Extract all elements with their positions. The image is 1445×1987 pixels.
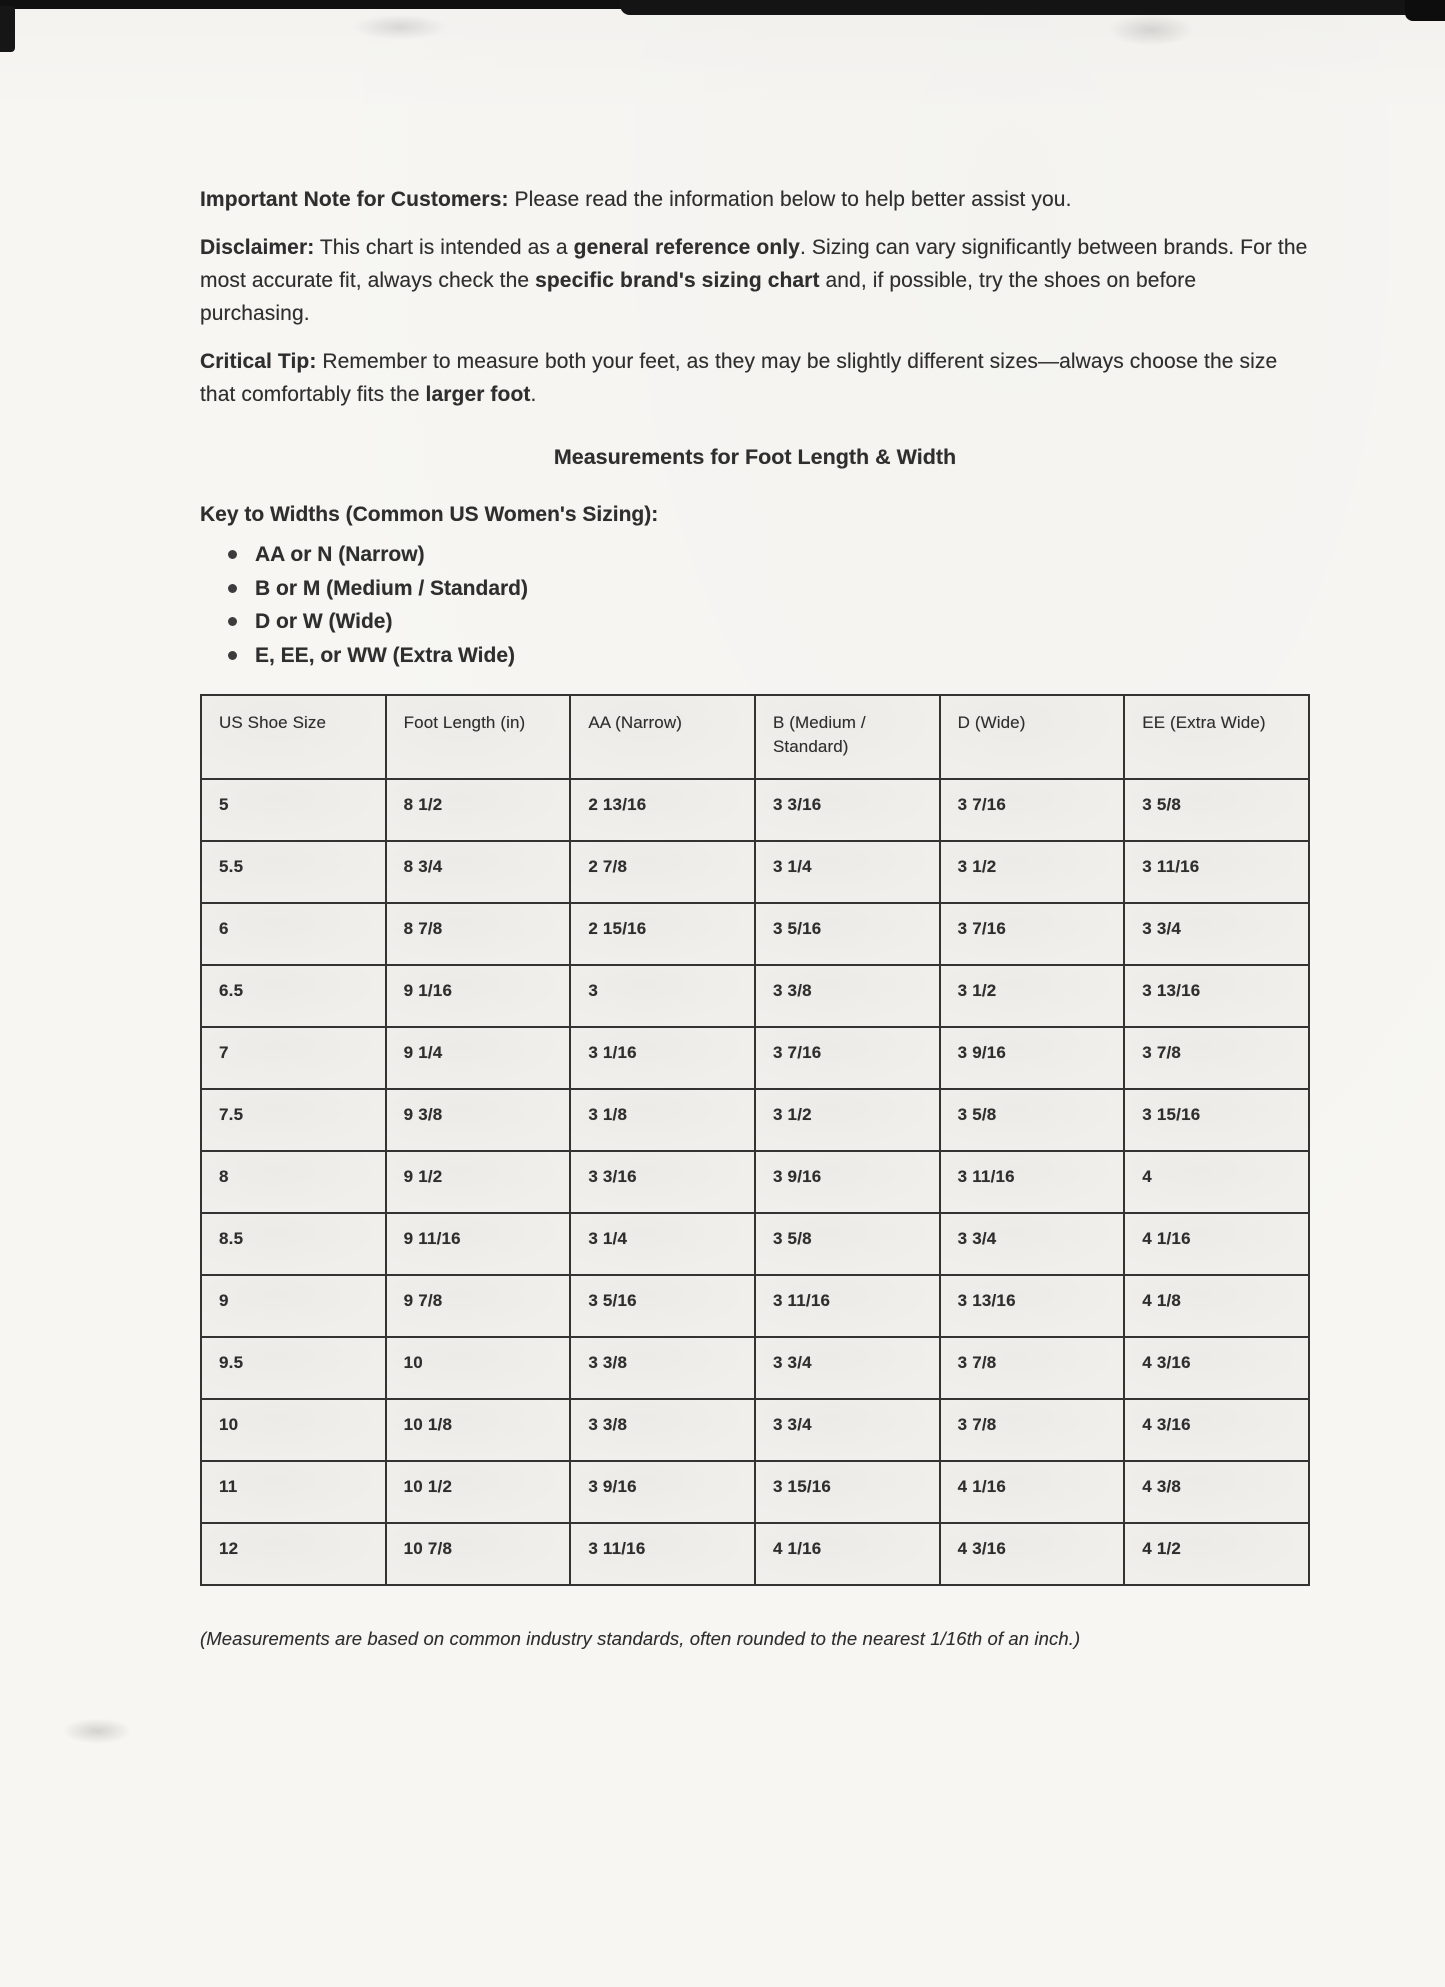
size-table bbox=[200, 694, 1310, 1586]
table-cell: 3 5/8 bbox=[1124, 779, 1309, 841]
table-cell: 3 5/8 bbox=[755, 1213, 940, 1275]
table-cell: 12 bbox=[201, 1523, 386, 1585]
table-cell: 7.5 bbox=[201, 1089, 386, 1151]
table-cell: 8 7/8 bbox=[386, 903, 571, 965]
table-cell: 11 bbox=[201, 1461, 386, 1523]
critical-tip-text: Remember to measure both your feet, as they may be slightly different sizes—always choose the size that comfortably fits the bbox=[200, 350, 1278, 406]
table-cell: 9 1/16 bbox=[386, 965, 571, 1027]
table-cell: 3 11/16 bbox=[940, 1151, 1125, 1213]
width-key-item bbox=[228, 538, 1310, 572]
table-row bbox=[201, 1027, 1309, 1089]
table-cell: 3 13/16 bbox=[1124, 965, 1309, 1027]
table-cell: 3 3/16 bbox=[570, 1151, 755, 1213]
table-row bbox=[201, 1337, 1309, 1399]
table-row bbox=[201, 1089, 1309, 1151]
table-cell: 3 7/8 bbox=[940, 1399, 1125, 1461]
bullet-icon bbox=[228, 651, 237, 660]
table-cell: 5.5 bbox=[201, 841, 386, 903]
table-cell: 3 7/8 bbox=[940, 1337, 1125, 1399]
table-row bbox=[201, 1213, 1309, 1275]
table-cell: 3 1/8 bbox=[570, 1089, 755, 1151]
table-cell: 3 9/16 bbox=[755, 1151, 940, 1213]
table-cell: 3 5/16 bbox=[755, 903, 940, 965]
table-cell: 3 3/4 bbox=[755, 1399, 940, 1461]
footnote: (Measurements are based on common industry standards, often rounded to the nearest 1/16th of an inch.) bbox=[200, 1628, 1081, 1649]
table-cell: 3 15/16 bbox=[755, 1461, 940, 1523]
disclaimer-text: and, if possible, try the shoes on before purchasing. bbox=[200, 269, 1197, 325]
table-cell: 10 1/2 bbox=[386, 1461, 571, 1523]
table-cell: 9 7/8 bbox=[386, 1275, 571, 1337]
section-heading: Measurements for Foot Length & Width bbox=[553, 445, 957, 469]
table-cell: 3 1/16 bbox=[570, 1027, 755, 1089]
disclaimer-text: This chart is intended as a bbox=[314, 236, 574, 259]
scan-edge-top-corner bbox=[1405, 0, 1445, 21]
table-cell: 8 bbox=[201, 1151, 386, 1213]
table-cell: 3 7/8 bbox=[1124, 1027, 1309, 1089]
table-cell: 9.5 bbox=[201, 1337, 386, 1399]
table-cell: 3 13/16 bbox=[940, 1275, 1125, 1337]
table-cell: 3 11/16 bbox=[755, 1275, 940, 1337]
table-cell: 3 1/4 bbox=[570, 1213, 755, 1275]
table-row bbox=[201, 1523, 1309, 1585]
important-note-label: Important Note for Customers: bbox=[200, 188, 509, 211]
table-cell: 3 15/16 bbox=[1124, 1089, 1309, 1151]
table-cell: 3 3/4 bbox=[1124, 903, 1309, 965]
table-cell: 3 11/16 bbox=[1124, 841, 1309, 903]
table-cell: 6.5 bbox=[201, 965, 386, 1027]
table-cell: 10 7/8 bbox=[386, 1523, 571, 1585]
table-cell: 3 5/8 bbox=[940, 1089, 1125, 1151]
table-cell: 9 3/8 bbox=[386, 1089, 571, 1151]
bullet-icon bbox=[228, 550, 237, 559]
table-row bbox=[201, 965, 1309, 1027]
scan-edge-left-notch bbox=[0, 6, 15, 52]
table-cell: 3 1/2 bbox=[755, 1089, 940, 1151]
table-cell: 2 7/8 bbox=[570, 841, 755, 903]
table-cell: 3 3/8 bbox=[570, 1337, 755, 1399]
table-row bbox=[201, 1151, 1309, 1213]
critical-tip-text: . bbox=[530, 383, 537, 406]
table-cell: 3 7/16 bbox=[755, 1027, 940, 1089]
table-cell: 6 bbox=[201, 903, 386, 965]
disclaimer-text: . Sizing can vary significantly between brands. For the most accurate fit, always check the bbox=[200, 236, 1308, 292]
disclaimer-paragraph bbox=[200, 231, 1310, 330]
table-cell: 3 1/4 bbox=[755, 841, 940, 903]
disclaimer-bold-phrase: specific brand's sizing chart bbox=[535, 269, 820, 292]
table-cell: 9 1/2 bbox=[386, 1151, 571, 1213]
bullet-icon bbox=[228, 617, 237, 626]
table-cell: 10 bbox=[386, 1337, 571, 1399]
important-note-text: Please read the information below to help better assist you. bbox=[508, 188, 1072, 211]
width-key-item-label: B or M (Medium / Standard) bbox=[255, 576, 528, 600]
scan-smudge bbox=[62, 1718, 132, 1744]
critical-tip-paragraph bbox=[200, 345, 1310, 411]
table-row bbox=[201, 1399, 1309, 1461]
size-table-head bbox=[201, 695, 1309, 779]
table-row bbox=[201, 841, 1309, 903]
important-note-paragraph bbox=[200, 183, 1310, 216]
table-cell: 3 5/16 bbox=[570, 1275, 755, 1337]
table-cell: 3 3/4 bbox=[755, 1337, 940, 1399]
width-key-item bbox=[228, 605, 1310, 639]
size-table-body bbox=[201, 779, 1309, 1585]
column-header: D (Wide) bbox=[940, 695, 1125, 779]
table-row bbox=[201, 1461, 1309, 1523]
disclaimer-bold-phrase: general reference only bbox=[573, 236, 800, 259]
table-cell: 3 9/16 bbox=[940, 1027, 1125, 1089]
width-key-item bbox=[228, 639, 1310, 673]
table-cell: 5 bbox=[201, 779, 386, 841]
table-cell: 8.5 bbox=[201, 1213, 386, 1275]
width-key-title: Key to Widths (Common US Women's Sizing): bbox=[200, 503, 659, 526]
table-cell: 9 bbox=[201, 1275, 386, 1337]
table-cell: 2 13/16 bbox=[570, 779, 755, 841]
width-key-item-label: E, EE, or WW (Extra Wide) bbox=[255, 643, 515, 667]
table-cell: 3 9/16 bbox=[570, 1461, 755, 1523]
table-cell: 3 11/16 bbox=[570, 1523, 755, 1585]
column-header: Foot Length (in) bbox=[386, 695, 571, 779]
disclaimer-label: Disclaimer: bbox=[200, 236, 315, 259]
table-cell: 3 7/16 bbox=[940, 779, 1125, 841]
table-cell: 3 bbox=[570, 965, 755, 1027]
table-cell: 10 1/8 bbox=[386, 1399, 571, 1461]
table-cell: 2 15/16 bbox=[570, 903, 755, 965]
table-cell: 9 11/16 bbox=[386, 1213, 571, 1275]
table-cell: 4 1/16 bbox=[940, 1461, 1125, 1523]
table-cell: 4 3/8 bbox=[1124, 1461, 1309, 1523]
table-cell: 10 bbox=[201, 1399, 386, 1461]
table-cell: 4 3/16 bbox=[1124, 1399, 1309, 1461]
table-cell: 8 1/2 bbox=[386, 779, 571, 841]
table-row bbox=[201, 779, 1309, 841]
table-cell: 4 1/16 bbox=[1124, 1213, 1309, 1275]
table-row bbox=[201, 1275, 1309, 1337]
table-cell: 3 1/2 bbox=[940, 965, 1125, 1027]
table-cell: 3 1/2 bbox=[940, 841, 1125, 903]
document-content bbox=[200, 0, 1310, 1650]
width-key-list bbox=[200, 538, 1310, 672]
width-key-item-label: D or W (Wide) bbox=[255, 610, 393, 633]
column-header: EE (Extra Wide) bbox=[1124, 695, 1309, 779]
bullet-icon bbox=[228, 584, 237, 593]
width-key-item-label: AA or N (Narrow) bbox=[255, 543, 425, 566]
table-cell: 3 3/8 bbox=[570, 1399, 755, 1461]
table-cell: 4 1/8 bbox=[1124, 1275, 1309, 1337]
width-key-item bbox=[228, 572, 1310, 606]
column-header: US Shoe Size bbox=[201, 695, 386, 779]
header-row bbox=[201, 695, 1309, 779]
table-row bbox=[201, 903, 1309, 965]
table-cell: 9 1/4 bbox=[386, 1027, 571, 1089]
table-cell: 4 bbox=[1124, 1151, 1309, 1213]
table-cell: 3 7/16 bbox=[940, 903, 1125, 965]
table-cell: 3 3/8 bbox=[755, 965, 940, 1027]
table-cell: 8 3/4 bbox=[386, 841, 571, 903]
table-cell: 4 1/16 bbox=[755, 1523, 940, 1585]
column-header: B (Medium / Standard) bbox=[755, 695, 940, 779]
table-cell: 4 3/16 bbox=[940, 1523, 1125, 1585]
table-cell: 3 3/16 bbox=[755, 779, 940, 841]
table-cell: 7 bbox=[201, 1027, 386, 1089]
column-header: AA (Narrow) bbox=[570, 695, 755, 779]
critical-tip-bold-phrase: larger foot bbox=[425, 383, 531, 406]
critical-tip-label: Critical Tip: bbox=[200, 350, 317, 373]
table-cell: 4 1/2 bbox=[1124, 1523, 1309, 1585]
table-cell: 4 3/16 bbox=[1124, 1337, 1309, 1399]
table-cell: 3 3/4 bbox=[940, 1213, 1125, 1275]
